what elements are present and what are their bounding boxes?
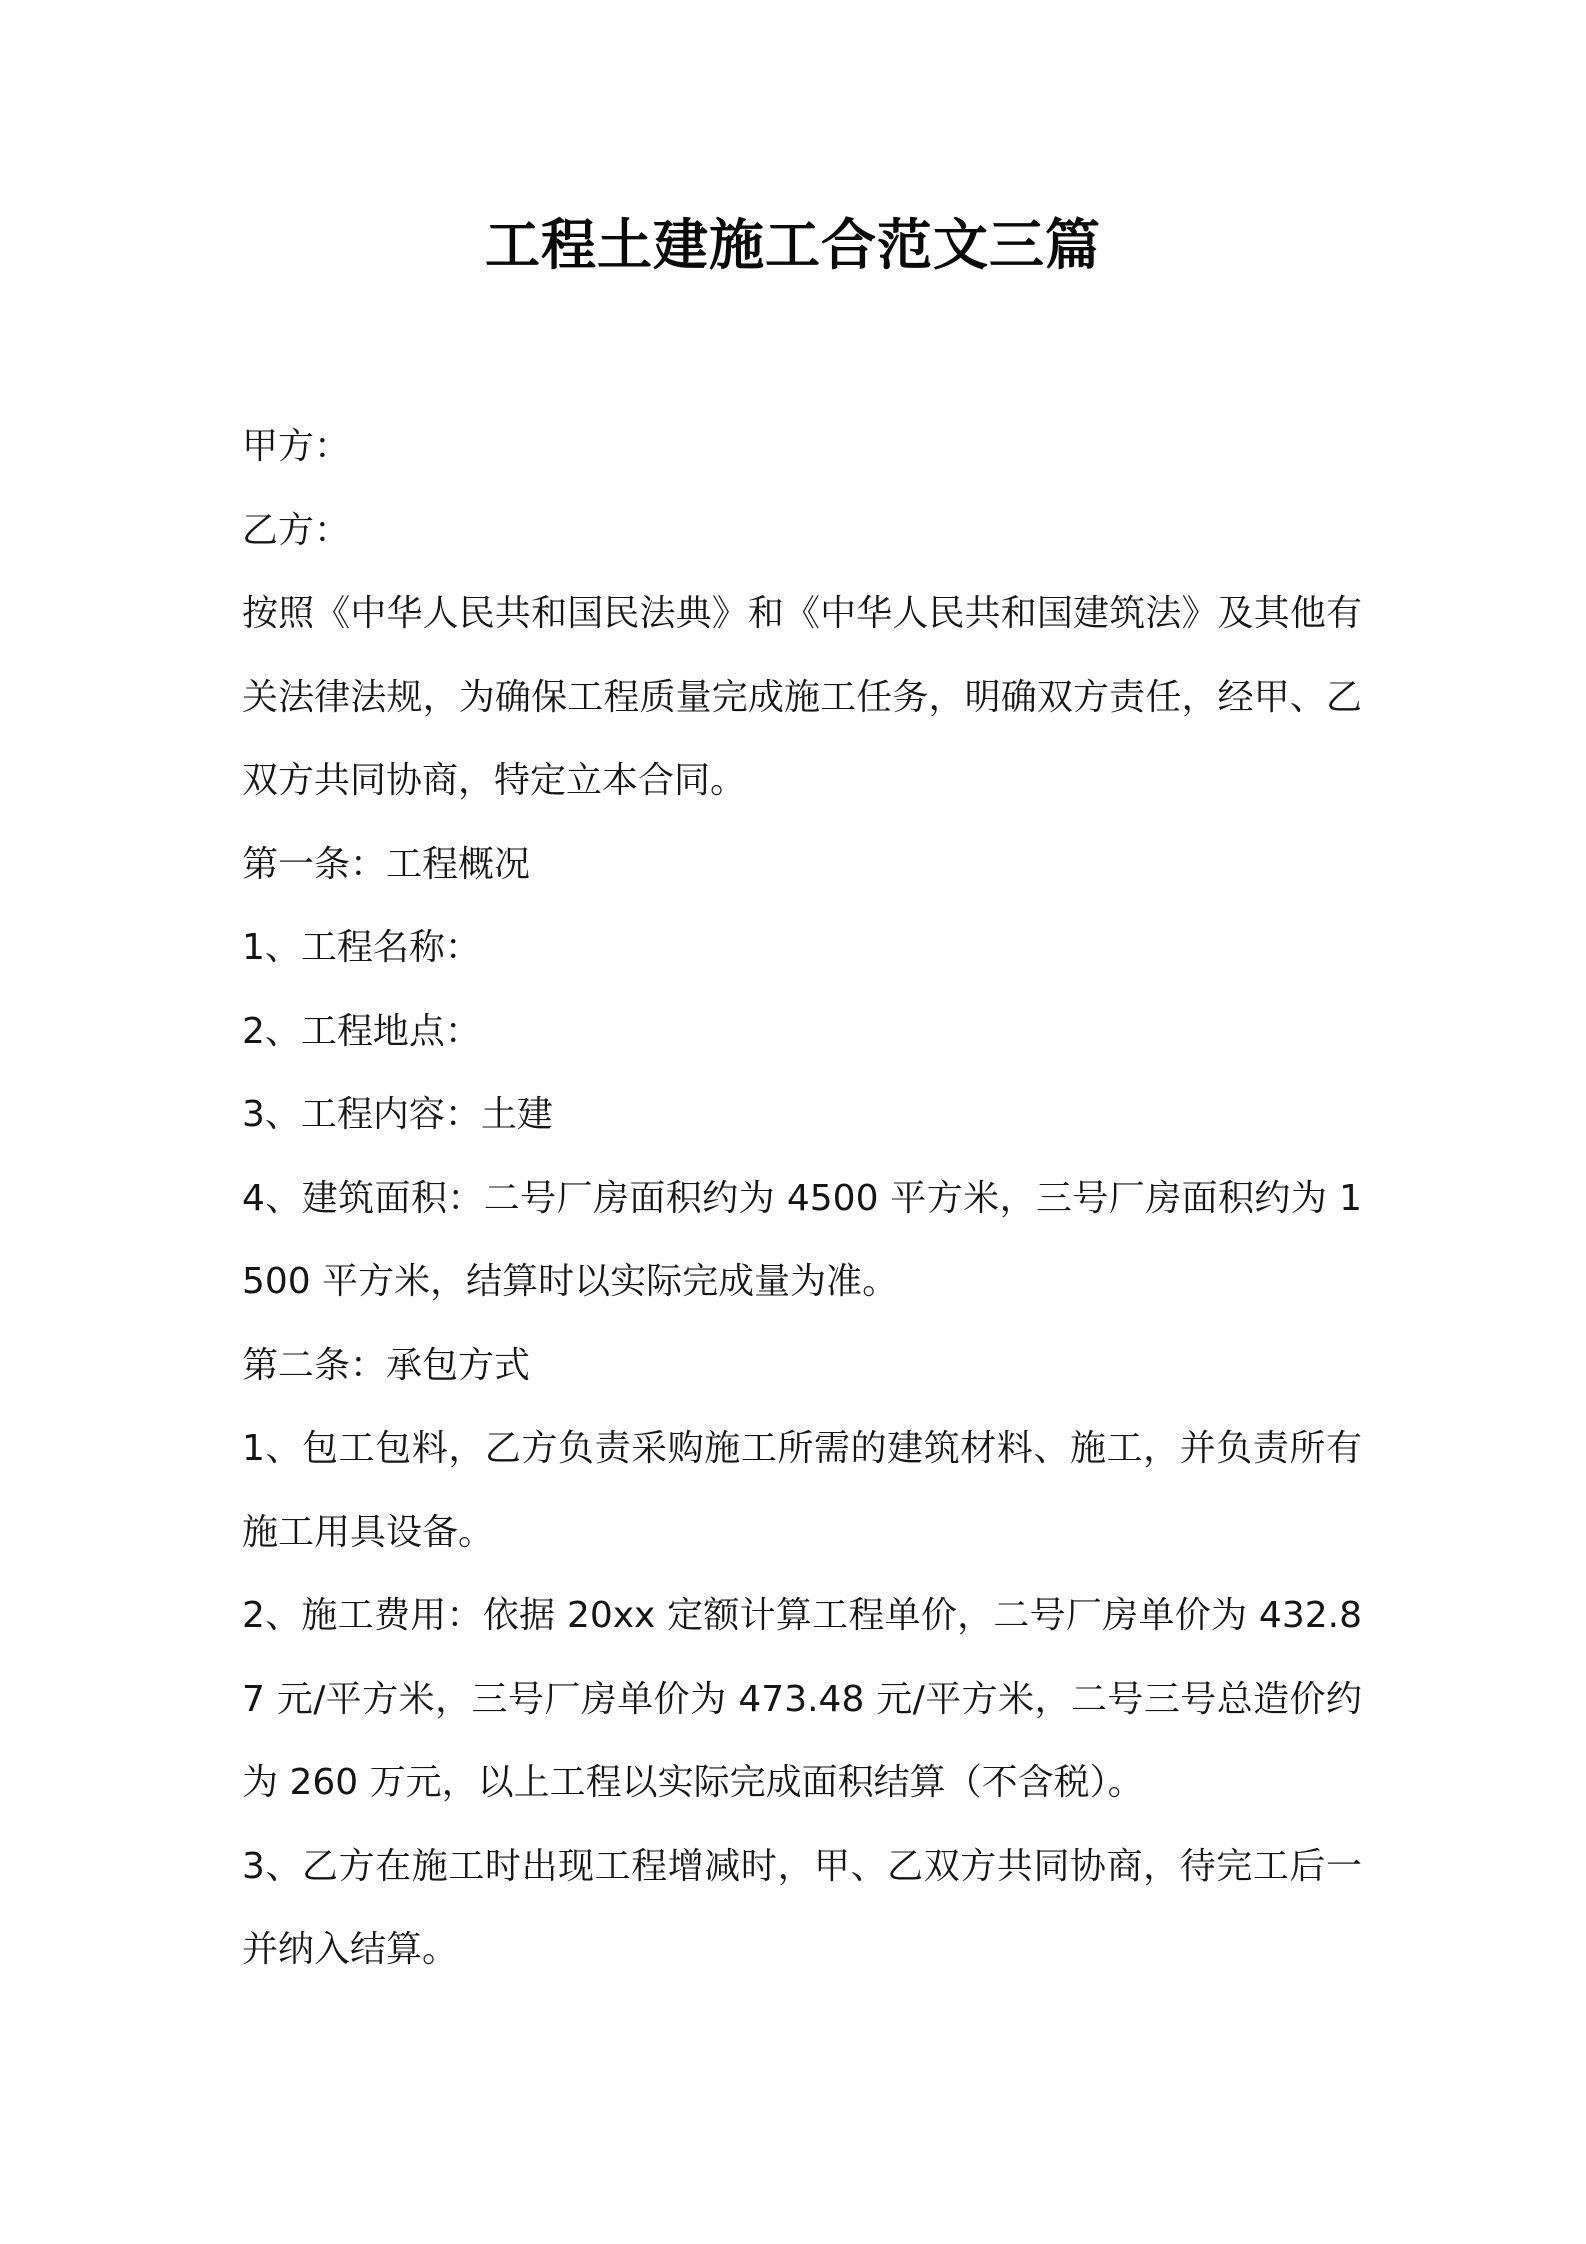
party-b-line: 乙方： [242,509,351,551]
project-location-line: 2、工程地点： [242,1010,481,1052]
project-content-line: 3、工程内容：土建 [242,1094,553,1135]
construction-fee-paragraph: 2、施工费用：依据 20xx 定额计算工程单价，二号厂房单价为 432.87 元/平方米，三号厂房单价为 473.48 元/平方米，二号三号总造价约为 260 万元，以上工程以实际完成面积结算（不含税）。 [242,1595,1362,1803]
contract-mode-item-1: 1、包工包料，乙方负责采购施工所需的建筑材料、施工，并负责所有施工用具设备。 [242,1428,1362,1553]
article-two-heading: 第二条：承包方式 [242,1344,531,1386]
preamble-paragraph: 按照《中华人民共和国民法典》和《中华人民共和国建筑法》及其他有关法律法规，为确保工程质量完成施工任务，明确双方责任，经甲、乙双方共同协商，特定立本合同。 [242,593,1362,801]
project-name-line: 1、工程名称： [242,927,481,968]
party-a-line: 甲方： [242,426,351,467]
article-one-heading: 第一条：工程概况 [242,843,531,885]
building-area-paragraph: 4、建筑面积：二号厂房面积约为 4500 平方米，三号厂房面积约为 1500 平方米，结算时以实际完成量为准。 [242,1177,1362,1302]
document-body [242,405,1362,1992]
contract-mode-item-3: 3、乙方在施工时出现工程增减时，甲、乙双方共同协商，待完工后一并纳入结算。 [242,1845,1362,1970]
document-title: 工程土建施工合范文三篇 [484,213,1101,277]
